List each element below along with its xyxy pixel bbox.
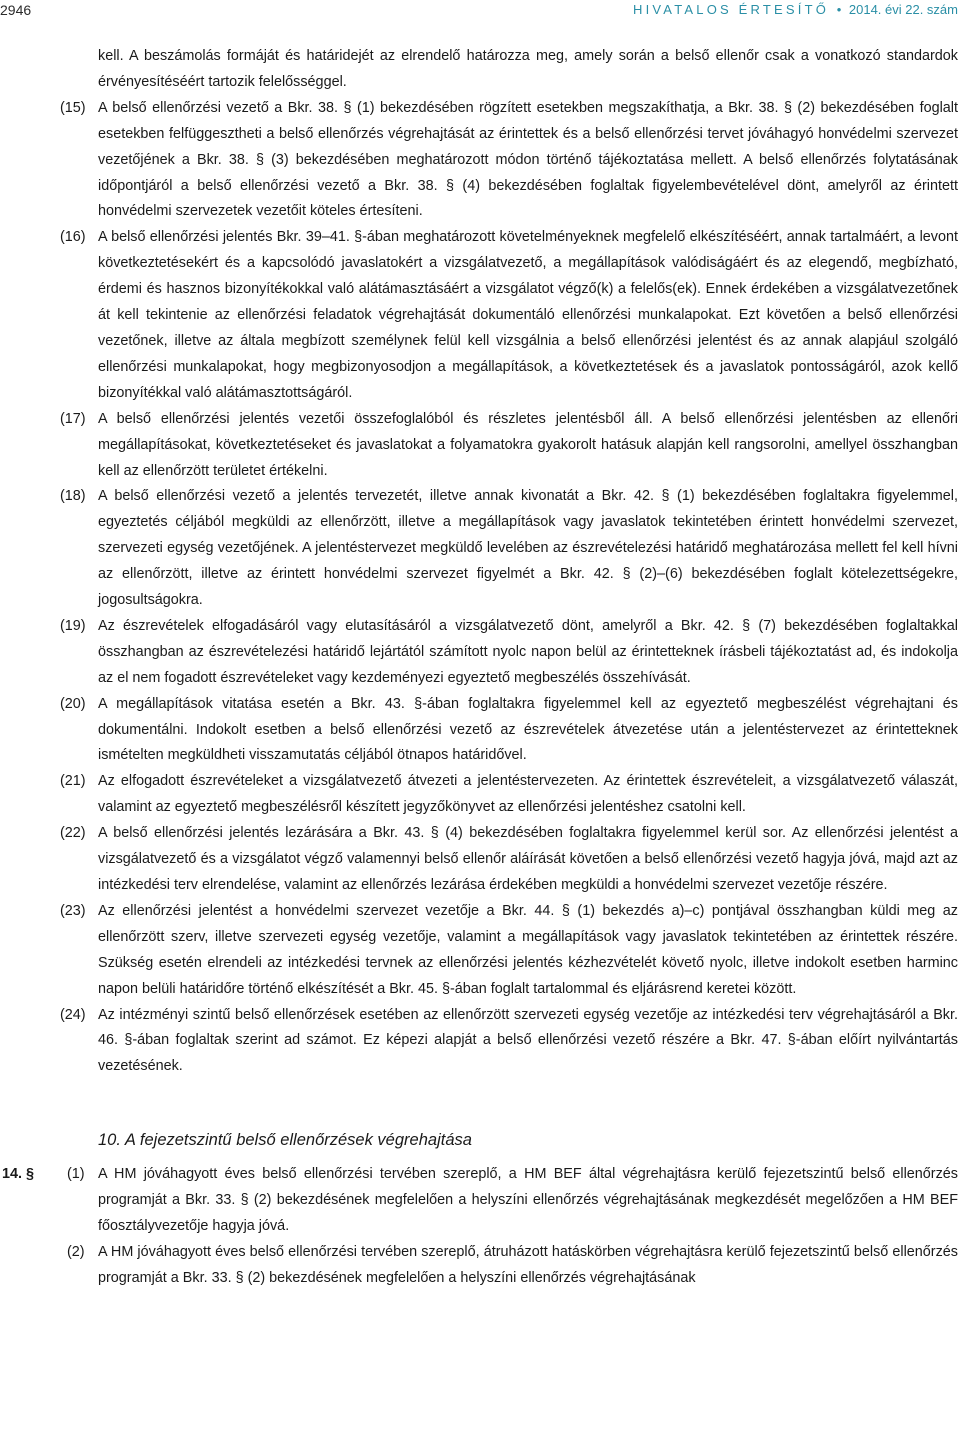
issue-date: 2014. évi 22. szám — [848, 2, 958, 17]
paragraph-text: Az ellenőrzési jelentést a honvédelmi szervezet vezetője a Bkr. 44. § (1) bekezdés a)–c) pontjával összhangban küldi meg az ellenőrzött szerv, illetve szervezeti egység vezetője, valamint a megállapítások vagy javaslatok tekintetében az érintettek részére. Szükség esetén elrendeli az intézkedési tervnek az ellenőrzési jelentés kézhezvételét követő nyolc, illetve indokolt esetben harminc napon belüli határidőre történő elkészítését a Bkr. 45. §-ában foglalt tartalommal és eljárásrend keretei között. — [98, 902, 958, 997]
paragraph-23 — [0, 899, 960, 1003]
paragraph-text: A HM jóváhagyott éves belső ellenőrzési tervében szereplő, a HM BEF által végrehajtásra kerülő fejezetszintű belső ellenőrzés programját a Bkr. 33. § (2) bekezdésének megfelelően a helyszíni ellenőrzés végrehajtásának megkezdését megelőzően a HM BEF főosztályvezetője hagyja jóvá. — [98, 1166, 958, 1235]
paragraph-number: (20) — [60, 695, 86, 712]
paragraph-text: A belső ellenőrzési vezető a Bkr. 38. § (1) bekezdésében rögzített esetekben megszakíthatja, a Bkr. 38. § (2) bekezdésében foglalt esetekben felfüggesztheti a belső ellenőrzés végrehajtását az érintettek és a belső ellenőrzési tervet jóváhagyó honvédelmi szervezet vezetőjének a Bkr. 38. § (3) bekezdésében meghatározott módon történő tájékoztatása mellett. A belső ellenőrzés folytatásának időpontjáról a belső ellenőrzési vezető a Bkr. 38. § (4) bekezdésében foglaltak figyelembevételével dönt, amelyről az érintett honvédelmi szervezetek vezetőit köteles értesíteni. — [98, 99, 958, 220]
paragraph-number: (22) — [60, 825, 86, 842]
continuation-text: kell. A beszámolás formáját és határidejét az elrendelő határozza meg, amely során a belső ellenőr csak a vonatkozó standardok érvényesítéséért tartozik felelősséggel. — [98, 48, 958, 90]
paragraph-number: (17) — [60, 410, 86, 427]
journal-title: HIVATALOS ÉRTESÍTŐ — [633, 2, 830, 17]
document-body — [0, 44, 960, 1292]
paragraph-number: (1) — [67, 1166, 85, 1183]
paragraph-number: (19) — [60, 617, 86, 634]
paragraph-number: (21) — [60, 773, 86, 790]
separator-bullet: • — [836, 2, 842, 17]
section-14-paragraph-1 — [0, 1162, 960, 1240]
paragraph-text: A megállapítások vitatása esetén a Bkr. 43. §-ában foglaltakra figyelemmel kell az egyeztető megbeszélést végrehajtani és dokumentálni. Indokolt esetben a belső ellenőrzési vezető az észrevételek átvezetése után a jelentéstervezet az érintetteknek ismételten megküldheti visszamutatás céljából ötnapos határidővel. — [98, 695, 958, 764]
paragraph-17 — [0, 407, 960, 485]
paragraph-text: Az észrevételek elfogadásáról vagy elutasításáról a vizsgálatvezető dönt, amelyről a Bkr. 42. § (7) bekezdésében foglaltakkal összhangban az észrevételezési határidő lejártától számított nyolc napon belül az érintetteknek írásbeli tájékoztatást ad, és indokolja az el nem fogadott észrevételeket vagy kezdeményezi egyeztető megbeszélés összehívását. — [98, 617, 958, 686]
paragraph-18 — [0, 484, 960, 614]
paragraph-text: Az elfogadott észrevételeket a vizsgálatvezető átvezeti a jelentéstervezeten. Az érintettek észrevételeit, a vizsgálatvezető válaszát, valamint az egyeztető megbeszélésről készített jegyzőkönyvet az ellenőrzési jelentéshez csatolni kell. — [98, 773, 958, 816]
paragraph-text: Az intézményi szintű belső ellenőrzések esetében az ellenőrzött szervezeti egység vezetője az intézkedési terv végrehajtásáról a Bkr. 46. §-ában foglaltak szerint ad számot. Ez képezi alapját a belső ellenőrzési vezető részére a Bkr. 47. §-ában előírt nyilvántartás vezetésének. — [98, 1006, 958, 1075]
paragraph-text: A belső ellenőrzési vezető a jelentés tervezetét, illetve annak kivonatát a Bkr. 42. § (1) bekezdésében foglaltakra figyelemmel, egyeztetés céljából megküldi az ellenőrzött, illetve a megállapítások vagy javaslatok tekintetében érintett honvédelmi szervezet, szervezeti egység vezetőjének. A jelentéstervezet megküldő levelében az észrevételezési határidő meghatározása mellett fel kell hívni az ellenőrzött, illetve az érintett honvédelmi szervezet figyelmét a Bkr. 42. § (2)–(6) bekezdésében foglalt kötelezettségekre, jogosultságokra. — [98, 488, 958, 609]
paragraph-text: A belső ellenőrzési jelentés lezárására a Bkr. 43. § (4) bekezdésében foglaltakra figyelemmel kerül sor. Az ellenőrzési jelentést a vizsgálatvezető és a vizsgálatot végző valamennyi belső ellenőr aláírását követően a belső ellenőrzési vezető hagyja jóvá, majd azt az intézkedési terv elrendelése, valamint az ellenőrzés lezárása érdekében megküldi a honvédelmi szervezet vezetője részére. — [98, 825, 958, 893]
page-number: 2946 — [0, 2, 32, 18]
paragraph-22 — [0, 821, 960, 899]
paragraph-number: (15) — [60, 99, 86, 116]
paragraph-number: (24) — [60, 1006, 86, 1023]
paragraph-number: (16) — [60, 229, 86, 246]
section-heading: 10. A fejezetszintű belső ellenőrzések végrehajtása — [98, 1131, 472, 1150]
paragraph-text: A belső ellenőrzési jelentés vezetői összefoglalóból és részletes jelentésből áll. A belső ellenőrzési jelentésben az ellenőri megállapításokat, következtetéseket és javaslatokat a folyamatokra gyakorolt hatásuk alapján kell rangsorolni, amellyel összhangban kell az ellenőrzött területet értékelni. — [98, 410, 958, 479]
section-14-paragraph-2 — [0, 1240, 960, 1292]
paragraph-number: (18) — [60, 488, 86, 505]
paragraph-15 — [0, 96, 960, 226]
paragraph-20 — [0, 692, 960, 770]
journal-masthead — [633, 2, 958, 17]
paragraph-text: A HM jóváhagyott éves belső ellenőrzési tervében szereplő, átruházott hatáskörben végrehajtásra kerülő fejezetszintű belső ellenőrzés programját a Bkr. 33. § (2) bekezdésének megfelelően a helyszíni ellenőrzés végrehajtásának — [98, 1243, 958, 1286]
page-header — [0, 0, 960, 24]
paragraph-number: (23) — [60, 902, 86, 919]
paragraph-text: A belső ellenőrzési jelentés Bkr. 39–41. §-ában meghatározott követelményeknek megfelelő elkészítéséért, annak tartalmáért, a levont következtetésekért és a kapcsolódó javaslatokért a vizsgálatvezető, a megállapítások valódiságáért és az elegendő, megbízható, érdemi és hasznos bizonyítékokkal való alátámasztásáért a vizsgálatot végző(k) a felelős(ek). Ennek érdekében a vizsgálatvezetőnek át kell tekintenie az ellenőrzési feladatok végrehajtását dokumentáló ellenőrzési munkalapokat. Ezt követően a belső ellenőrzési vezetőnek, illetve az általa megbízott személynek felül kell vizsgálnia a belső ellenőrzési jelentést és az annak alapjául szolgáló ellenőrzési munkalapokat, hogy megbizonyosodjon a megállapítások, a következtetések és a javaslatok pontosságáról, azok kellő bizonyítékkal való alátámasztottságáról. — [98, 229, 958, 401]
paragraph-16 — [0, 225, 960, 406]
paragraph-number: (2) — [67, 1243, 85, 1260]
paragraph-24 — [0, 1003, 960, 1081]
section-number: 14. § — [2, 1166, 35, 1183]
paragraph-19 — [0, 614, 960, 692]
paragraph-21 — [0, 769, 960, 821]
